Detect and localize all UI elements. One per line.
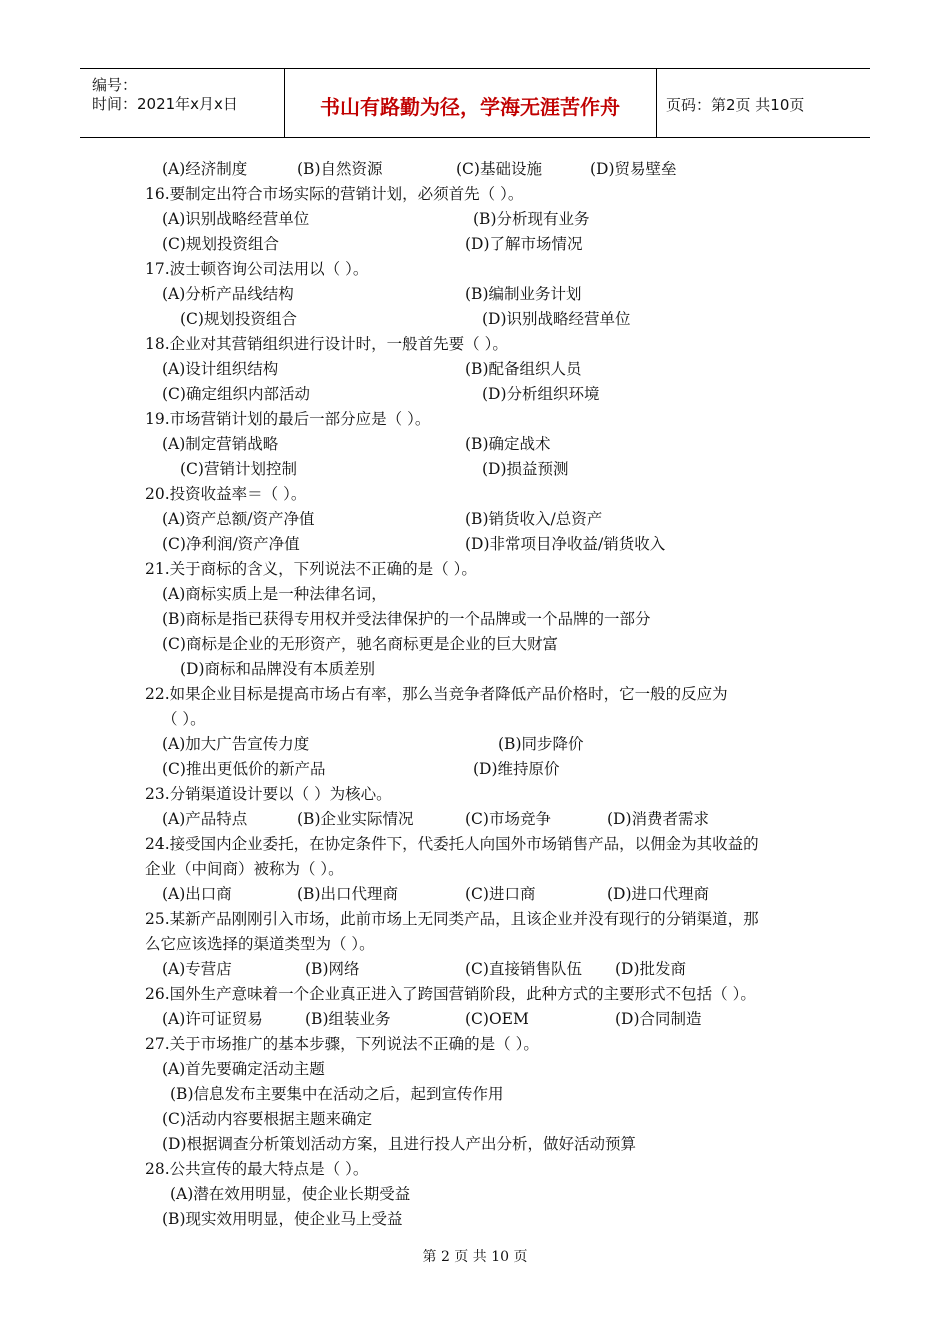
option-line: (C)商标是企业的无形资产，驰名商标更是企业的巨大财富 (162, 635, 558, 653)
option-line: (C)净利润/资产净值 (162, 535, 300, 553)
header-motto: 书山有路勤为径，学海无涯苦作舟 (320, 95, 620, 119)
document-number-label: 编号： (92, 76, 138, 94)
option-line: (B)分析现有业务 (473, 210, 590, 228)
question-line: 25.某新产品刚刚引入市场，此前市场上无同类产品，且该企业并没有现行的分销渠道，那 (145, 910, 759, 928)
page-header (80, 68, 870, 138)
option-line: (A)设计组织结构 (162, 360, 279, 378)
question-line: 27.关于市场推广的基本步骤，下列说法不正确的是（ ）。 (145, 1035, 539, 1053)
option-line: (C)进口商 (465, 885, 536, 903)
question-line: 18.企业对其营销组织进行设计时，一般首先要（ ）。 (145, 335, 508, 353)
option-line: (B)编制业务计划 (465, 285, 582, 303)
option-line: (A)首先要确定活动主题 (162, 1060, 325, 1078)
option-line: (B)信息发布主要集中在活动之后，起到宣传作用 (170, 1085, 504, 1103)
option-line: (B)网络 (305, 960, 360, 978)
option-line: (A)分析产品线结构 (162, 285, 294, 303)
option-line: (C)OEM (465, 1010, 529, 1028)
option-line: (B)企业实际情况 (297, 810, 414, 828)
question-line: 21.关于商标的含义，下列说法不正确的是（ ）。 (145, 560, 477, 578)
option-line: (A)产品特点 (162, 810, 248, 828)
question-line: 20.投资收益率＝（ ）。 (145, 485, 307, 503)
option-line: (D)分析组织环境 (482, 385, 600, 403)
header-page-cell (656, 69, 870, 137)
document-date-label: 时间：2021年x月x日 (92, 95, 238, 113)
option-line: (A)加大广告宣传力度 (162, 735, 310, 753)
option-line: (A)出口商 (162, 885, 232, 903)
question-line: 22.如果企业目标是提高市场占有率，那么当竞争者降低产品价格时，它一般的反应为 (145, 685, 728, 703)
option-line: (B)现实效用明显，使企业马上受益 (162, 1210, 403, 1228)
option-line: (D)维持原价 (473, 760, 560, 778)
option-line: (A)商标实质上是一种法律名词， (162, 585, 387, 603)
option-line: (C)推出更低价的新产品 (162, 760, 326, 778)
header-meta-cell (80, 69, 285, 137)
option-line: (B)商标是指已获得专用权并受法律保护的一个品牌或一个品牌的一部分 (162, 610, 651, 628)
option-line: (A)潜在效用明显，使企业长期受益 (170, 1185, 411, 1203)
option-line: (A)许可证贸易 (162, 1010, 263, 1028)
header-page-info: 页码：第2页 共10页 (666, 96, 805, 114)
question-line: 17.波士顿咨询公司法用以（ ）。 (145, 260, 369, 278)
option-line: (C)基础设施 (456, 160, 542, 178)
option-line: (B)销货收入/总资产 (465, 510, 603, 528)
question-line: 28.公共宣传的最大特点是（ ）。 (145, 1160, 369, 1178)
option-line: (D)贸易壁垒 (590, 160, 677, 178)
header-motto-cell (284, 69, 657, 137)
question-line: 企业（中间商）被称为（ ）。 (145, 860, 344, 878)
option-line: (D)进口代理商 (607, 885, 710, 903)
option-line: (D)非常项目净收益/销货收入 (465, 535, 666, 553)
option-line: (D)根据调查分析策划活动方案，且进行投人产出分析，做好活动预算 (162, 1135, 637, 1153)
option-line: (B)确定战术 (465, 435, 551, 453)
option-line: (D)批发商 (615, 960, 687, 978)
page-footer: 第 2 页 共 10 页 (422, 1249, 528, 1265)
option-line: (B)自然资源 (297, 160, 383, 178)
option-line: (A)资产总额/资产净值 (162, 510, 315, 528)
option-line: (B)同步降价 (498, 735, 584, 753)
question-line: 23.分销渠道设计要以（ ）为核心。 (145, 785, 392, 803)
question-line: （ ）。 (162, 710, 206, 728)
option-line: (A)专营店 (162, 960, 232, 978)
option-line: (D)合同制造 (615, 1010, 702, 1028)
option-line: (A)经济制度 (162, 160, 248, 178)
option-line: (C)营销计划控制 (180, 460, 297, 478)
option-line: (C)确定组织内部活动 (162, 385, 310, 403)
option-line: (B)组装业务 (305, 1010, 391, 1028)
option-line: (A)识别战略经营单位 (162, 210, 310, 228)
question-line: 16.要制定出符合市场实际的营销计划，必须首先（ ）。 (145, 185, 524, 203)
option-line: (B)出口代理商 (297, 885, 398, 903)
option-line: (D)商标和品牌没有本质差别 (180, 660, 376, 678)
option-line: (D)了解市场情况 (465, 235, 583, 253)
question-line: 19.市场营销计划的最后一部分应是（ ）。 (145, 410, 431, 428)
option-line: (C)直接销售队伍 (465, 960, 582, 978)
option-line: (C)市场竞争 (465, 810, 551, 828)
option-line: (D)消费者需求 (607, 810, 710, 828)
option-line: (D)识别战略经营单位 (482, 310, 631, 328)
question-line: 么它应该选择的渠道类型为（ ）。 (145, 935, 375, 953)
question-line: 26.国外生产意味着一个企业真正进入了跨国营销阶段，此种方式的主要形式不包括（ ）。 (145, 985, 756, 1003)
option-line: (D)损益预测 (482, 460, 569, 478)
option-line: (C)规划投资组合 (162, 235, 279, 253)
option-line: (C)活动内容要根据主题来确定 (162, 1110, 372, 1128)
option-line: (C)规划投资组合 (180, 310, 297, 328)
option-line: (A)制定营销战略 (162, 435, 279, 453)
question-line: 24.接受国内企业委托，在协定条件下，代委托人向国外市场销售产品，以佣金为其收益的 (145, 835, 759, 853)
option-line: (B)配备组织人员 (465, 360, 582, 378)
